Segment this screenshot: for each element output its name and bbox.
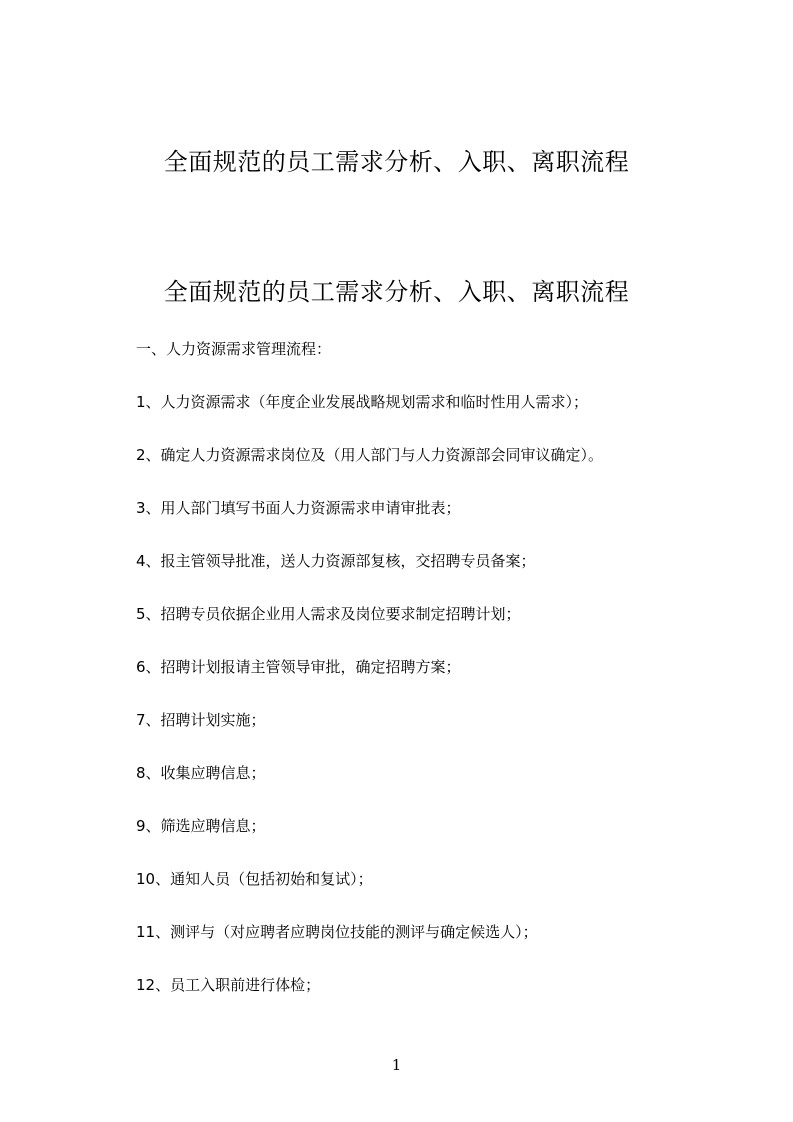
document-body-title: 全面规范的员工需求分析、入职、离职流程 [163, 278, 630, 306]
list-item: 12、员工入职前进行体检； [136, 976, 321, 994]
list-item: 3、用人部门填写书面人力资源需求申请审批表； [136, 499, 461, 517]
list-item: 10、通知人员（包括初始和复试）； [136, 870, 373, 888]
list-item: 11、测评与（对应聘者应聘岗位技能的测评与确定候选人）； [136, 923, 538, 941]
page-number: 1 [391, 1056, 402, 1074]
list-item: 1、人力资源需求（年度企业发展战略规划需求和临时性用人需求）； [136, 393, 589, 411]
document-cover-title: 全面规范的员工需求分析、入职、离职流程 [163, 148, 630, 176]
list-item: 9、筛选应聘信息； [136, 817, 266, 835]
list-item: 5、招聘专员依据企业用人需求及岗位要求制定招聘计划； [136, 605, 521, 623]
list-item: 2、确定人力资源需求岗位及（用人部门与人力资源部会同审议确定）。 [136, 446, 604, 464]
list-item: 7、招聘计划实施； [136, 711, 266, 729]
list-item: 8、收集应聘信息； [136, 764, 266, 782]
list-item: 6、招聘计划报请主管领导审批，确定招聘方案； [136, 658, 461, 676]
section-heading: 一、人力资源需求管理流程： [136, 340, 332, 358]
list-item: 4、报主管领导批准，送人力资源部复核，交招聘专员备案； [136, 552, 536, 570]
